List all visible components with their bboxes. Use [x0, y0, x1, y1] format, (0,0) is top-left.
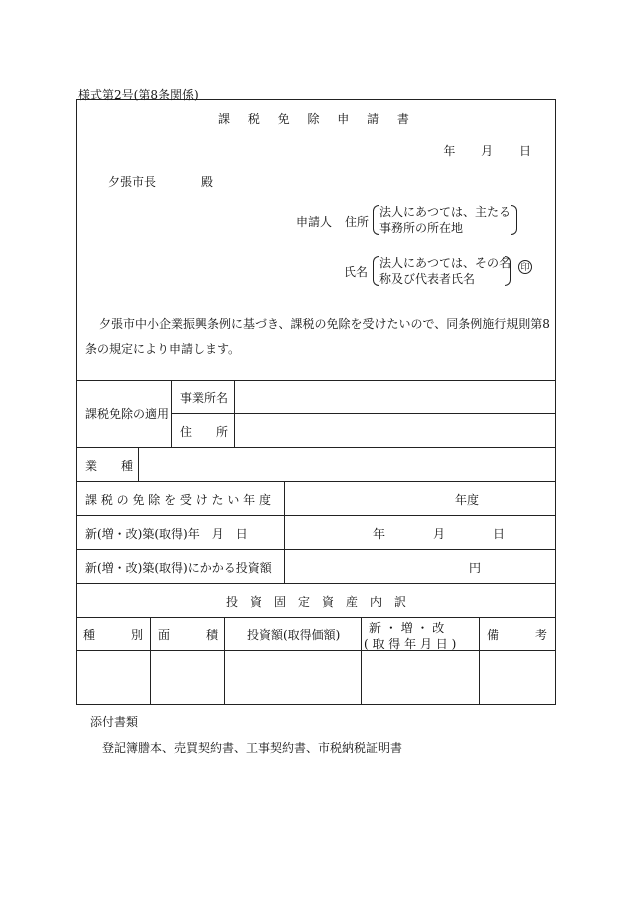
- col-divider: [234, 380, 235, 447]
- name-note-2: 称及び代表者氏名: [379, 272, 476, 286]
- applicant-label: 申請人: [296, 215, 333, 229]
- exemption-year-label: 課 税 の 免 除 を 受 け た い 年 度: [85, 493, 271, 507]
- name-note-1: 法人にあつては、その名: [379, 256, 512, 270]
- col-divider: [361, 617, 362, 705]
- col-divider: [479, 617, 480, 705]
- addressee: 夕張市長: [108, 175, 157, 189]
- address-note-2: 事務所の所在地: [379, 221, 464, 235]
- col-divider: [284, 481, 285, 583]
- attachments-list: 登記簿謄本、売買契約書、工事契約書、市税納税証明書: [102, 741, 403, 755]
- address-note-1: 法人にあつては、主たる: [379, 205, 512, 219]
- construction-date-value: 年 月 日: [373, 527, 506, 541]
- col-type-header: 種 別: [83, 628, 144, 642]
- business-type-label: 業 種: [85, 459, 134, 473]
- row-divider: [77, 515, 555, 516]
- investment-label: 新(増・改)築(取得)にかかる投資額: [85, 561, 272, 575]
- row-divider: [171, 413, 555, 414]
- application-statement: 夕張市中小企業振興条例に基づき、課税の免除を受けたいので、同条例施行規則第8条の規定により申請します。: [85, 317, 550, 356]
- office-address-label: 住 所: [180, 425, 229, 439]
- attachments-title: 添付書類: [90, 715, 139, 729]
- name-label: 氏名: [344, 265, 369, 279]
- yen-unit: 円: [469, 561, 482, 575]
- col-date-header: ( 取 得 年 月 日 ): [364, 637, 457, 651]
- row-divider: [77, 549, 555, 550]
- construction-date-label: 新(増・改)築(取得)年 月 日: [85, 527, 248, 541]
- row-divider: [77, 617, 555, 618]
- col-divider: [224, 617, 225, 705]
- honorific: 殿: [201, 175, 214, 189]
- application-form: [76, 99, 556, 705]
- form-number: 様式第2号(第8条関係): [78, 88, 199, 102]
- col-area-header: 面 積: [158, 628, 219, 642]
- col-divider: [138, 447, 139, 481]
- scope-label: 課税免除の適用: [85, 407, 170, 421]
- seal-mark: 印: [518, 260, 532, 274]
- breakdown-title: 投 資 固 定 資 産 内 訳: [225, 595, 406, 609]
- col-new-header: 新 ・ 増 ・ 改: [369, 621, 445, 635]
- row-divider: [77, 583, 555, 584]
- row-divider: [77, 380, 555, 381]
- date-line: 年 月 日: [443, 144, 531, 158]
- col-investment-header: 投資額(取得価額): [247, 628, 341, 642]
- row-divider: [77, 447, 555, 448]
- year-unit: 年度: [455, 493, 480, 507]
- row-divider: [77, 650, 555, 651]
- col-divider: [171, 380, 172, 447]
- row-divider: [77, 481, 555, 482]
- form-title: 課 税 免 除 申 請 書: [218, 112, 416, 126]
- col-divider: [150, 617, 151, 705]
- name-bracket-right: [505, 256, 511, 286]
- address-label: 住所: [345, 215, 370, 229]
- office-name-label: 事業所名: [180, 391, 229, 405]
- address-bracket-right: [511, 205, 517, 235]
- col-remarks-header: 備 考: [487, 628, 548, 642]
